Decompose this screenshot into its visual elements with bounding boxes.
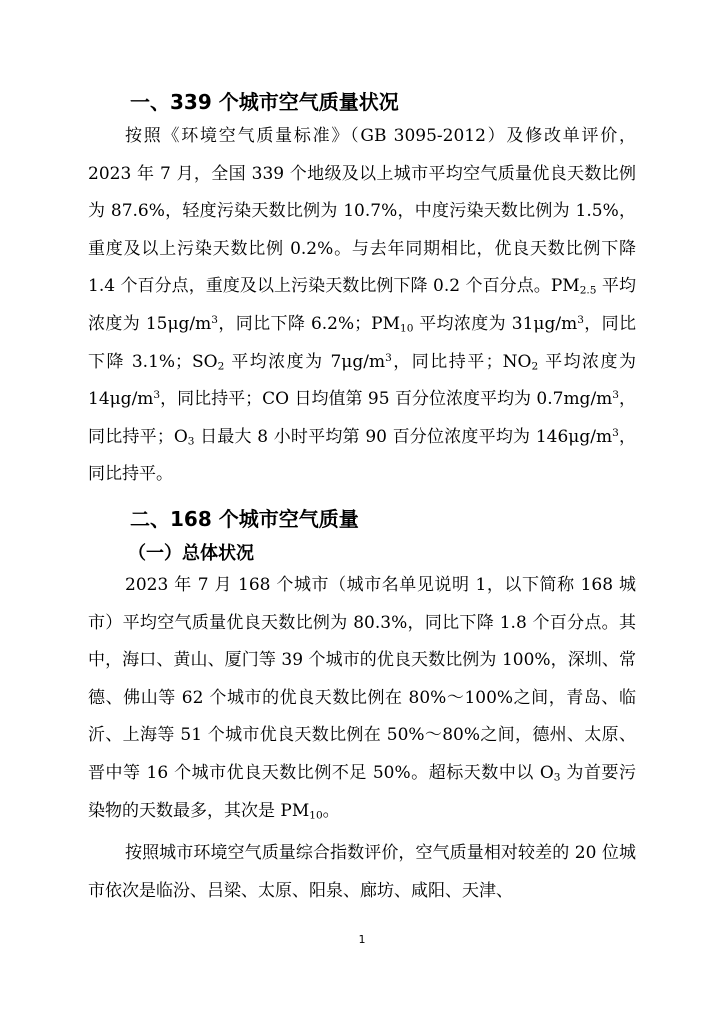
section-1-paragraph: 按照《环境空气质量标准》（GB 3095-2012）及修改单评价，2023 年 7 月，全国 339 个地级及以上城市平均空气质量优良天数比例为 87.6%，轻度污染天数比例为 10.7%，中度污染天数比例为 1.5%，重度及以上污染天数比例 0.2%。与去年同期相比，优良天数比例下降 1.4 个百分点，重度及以上污染天数比例下降 0.2 个百分点。$PM_{2.5}$ 平均浓度为 $15\mu g/m^3$，同比下降 6.2%；$PM_{10}$ 平均浓度为 $31\mu g/m^3$，同比下降 3.1%；$SO_2$ 平均浓度为 $7\mu g/m^3$，同比持平；$NO_2$ 平均浓度为 $14\mu g/m^3$，同比持平；CO 日均值第 95 百分位浓度平均为 $0.7mg/m^3$，同比持平；$O_3$ 日最大 8 小时平均第 90 百分位浓度平均为 $146\mu g/m^3$，同比持平。 [88, 126, 637, 485]
section-1-heading: 一、339 个城市空气质量状况 [130, 90, 399, 114]
section-2-heading: 二、168 个城市空气质量 [130, 507, 359, 531]
section-2-subheading: （一）总体状况 [128, 543, 254, 564]
section-2-paragraph-2: 按照城市环境空气质量综合指数评价，空气质量相对较差的 20 位城市依次是临汾、吕梁、太原、阳泉、廊坊、咸阳、天津、 [88, 843, 636, 901]
page-number: 1 [358, 933, 366, 946]
section-2-paragraph-1: 2023 年 7 月 168 个城市（城市名单见说明 1，以下简称 168 城市）平均空气质量优良天数比例为 80.3%，同比下降 1.8 个百分点。其中，海口、黄山、厦门等 39 个城市的优良天数比例为 100%，深圳、常德、佛山等 62 个城市的优良天数比例在 80%～100%之间，青岛、临沂、上海等 51 个城市优良天数比例在 50%～80%之间，德州、太原、晋中等 16 个城市优良天数比例不足 50%。超标天数中以 $O_3$ 为首要污染物的天数最多，其次是 $PM_{10}$。 [88, 575, 637, 822]
